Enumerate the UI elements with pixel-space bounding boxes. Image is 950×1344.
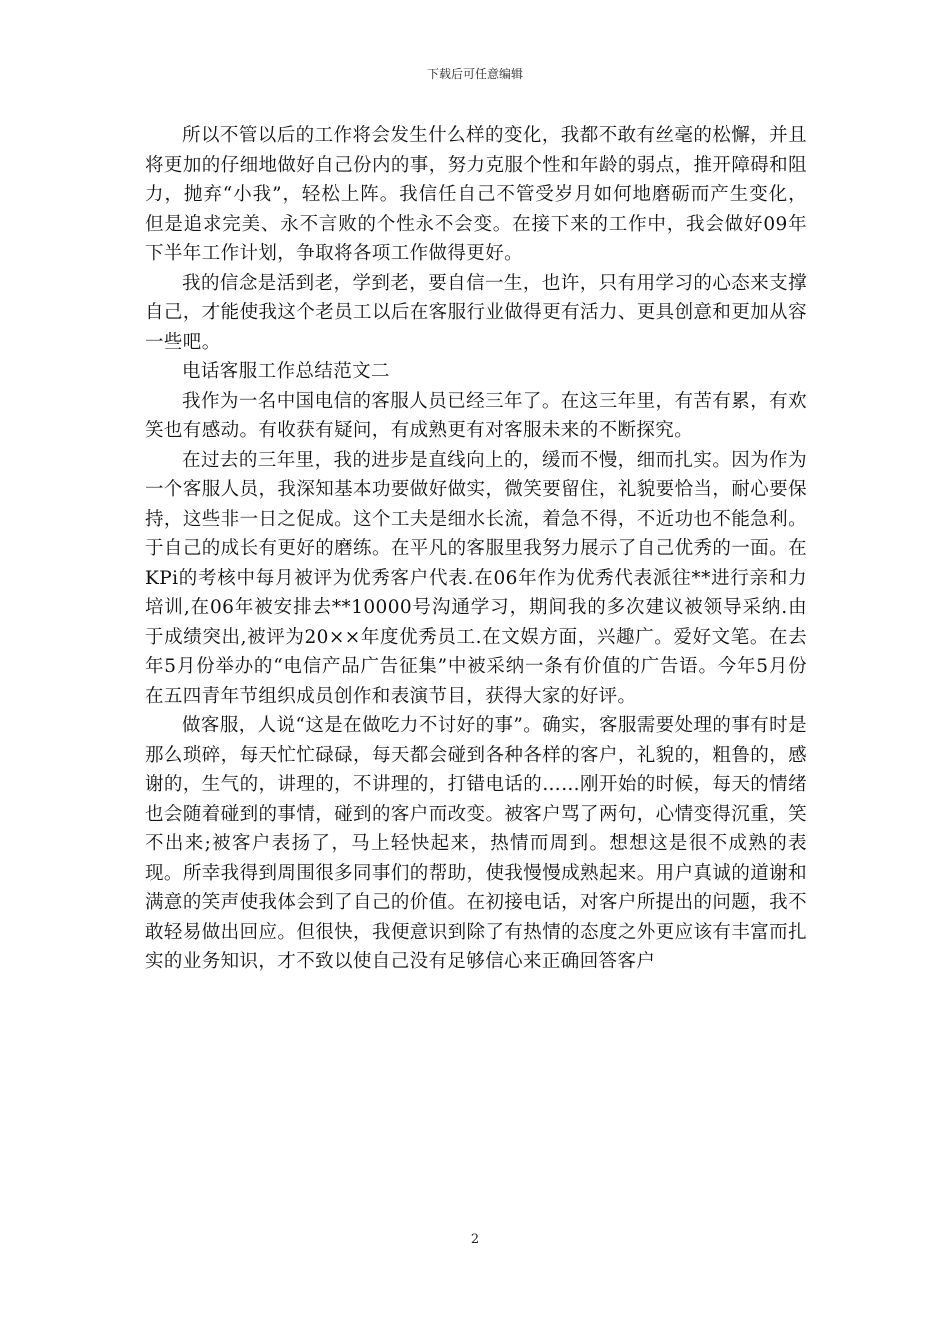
paragraph-2: 我的信念是活到老，学到老，要自信一生，也许，只有用学习的心态来支撑自己，才能使我这个老员工以后在客服行业做得更有活力、更具创意和更加从容一些吧。 (145, 272, 807, 353)
document-body (145, 121, 807, 977)
paragraph-5: 做客服，人说“这是在做吃力不讨好的事”。确实，客服需要处理的事有时是那么琐碎，每天忙忙碌碌，每天都会碰到各种各样的客户，礼貌的，粗鲁的，感谢的，生气的，讲理的，不讲理的，打错电话的……刚开始的时候，每天的情绪也会随着碰到的事情，碰到的客户而改变。被客户骂了两句，心情变得沉重，笑不出来;被客户表扬了，马上轻快起来，热情而周到。想想这是很不成熟的表现。所幸我得到周围很多同事们的帮助，使我慢慢成熟起来。用户真诚的道谢和满意的笑声使我体会到了自己的价值。在初接电话，对客户所提出的问题，我不敢轻易做出回应。但很快，我便意识到除了有热情的态度之外更应该有丰富而扎实的业务知识，才不致以使自己没有足够信心来正确回答客户 (145, 715, 807, 972)
page-number: 2 (470, 1232, 480, 1247)
paragraph-1: 所以不管以后的工作将会发生什么样的变化，我都不敢有丝毫的松懈，并且将更加的仔细地做好自己份内的事，努力克服个性和年龄的弱点，推开障碍和阻力，抛弃“小我”，轻松上阵。我信任自己不管受岁月如何地磨砺而产生变化，但是追求完美、永不言败的个性永不会变。在接下来的工作中，我会做好09年下半年工作计划，争取将各项工作做得更好。 (145, 125, 807, 264)
section-heading: 电话客服工作总结范文二 (182, 361, 390, 382)
paragraph-4: 在过去的三年里，我的进步是直线向上的，缓而不慢，细而扎实。因为作为一个客服人员，我深知基本功要做好做实，微笑要留住，礼貌要恰当，耐心要保持，这些非一日之促成。这个工夫是细水长流，着急不得，不近功也不能急利。于自己的成长有更好的磨练。在平凡的客服里我努力展示了自己优秀的一面。在KPi的考核中每月被评为优秀客户代表.在06年作为优秀代表派往**进行亲和力培训,在06年被安排去**10000号沟通学习，期间我的多次建议被领导采纳.由于成绩突出,被评为20××年度优秀员工.在文娱方面，兴趣广。爱好文笔。在去年5月份举办的“电信产品广告征集”中被采纳一条有价值的广告语。今年5月份在五四青年节组织成员创作和表演节目，获得大家的好评。 (145, 449, 807, 707)
paragraph-3: 我作为一名中国电信的客服人员已经三年了。在这三年里，有苦有累，有欢笑也有感动。有收获有疑问，有成熟更有对客服未来的不断探究。 (145, 390, 807, 441)
page-header: 下载后可任意编辑 (426, 67, 523, 81)
